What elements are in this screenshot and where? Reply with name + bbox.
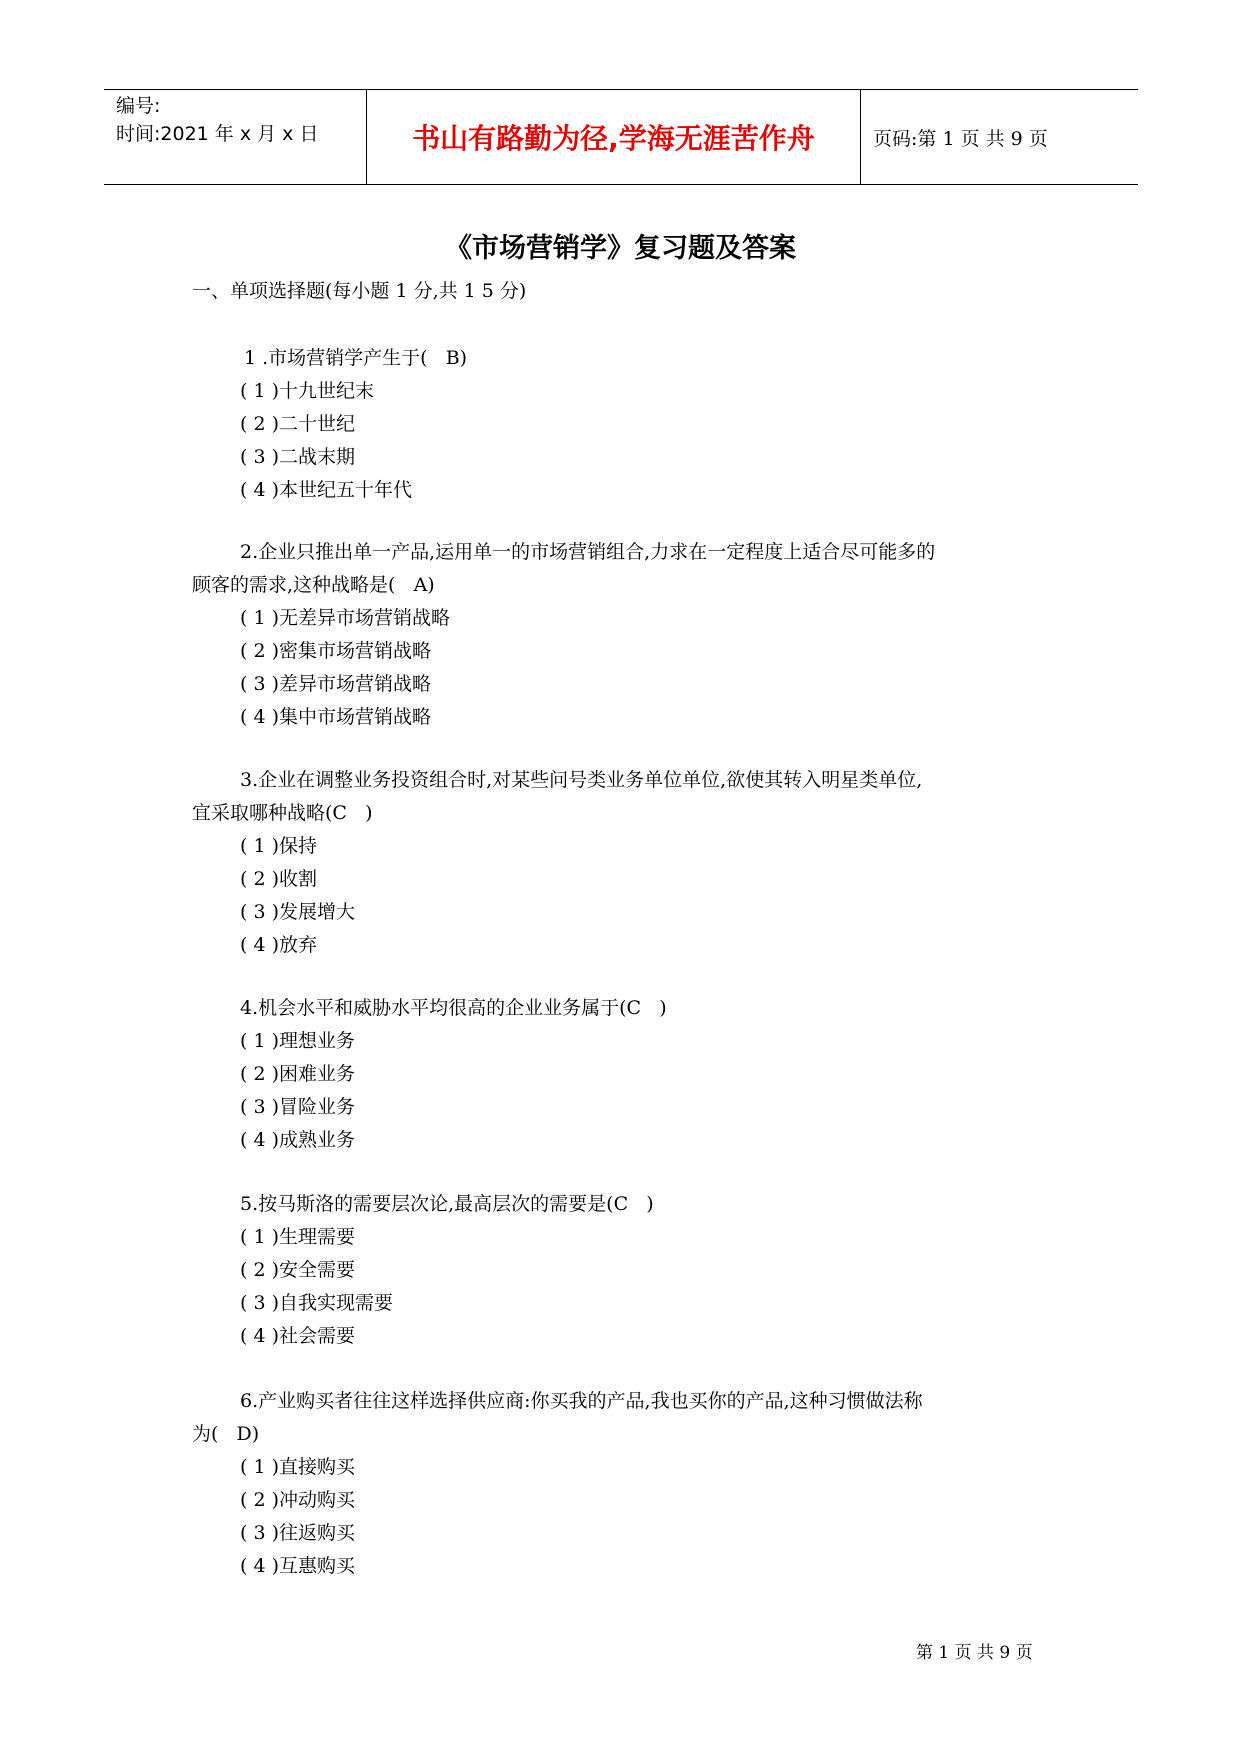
question-stem: 6.产业购买者往往这样选择供应商:你买我的产品,我也买你的产品,这种习惯做法称 xyxy=(240,1390,923,1412)
option: ( 3 )发展增大 xyxy=(240,901,355,923)
question-stem-continued: 顾客的需求,这种战略是( A) xyxy=(192,574,435,596)
option: ( 1 )直接购买 xyxy=(240,1456,355,1478)
option: ( 4 )集中市场营销战略 xyxy=(240,706,431,728)
option: ( 2 )收割 xyxy=(240,868,317,890)
section-heading: 一、单项选择题(每小题 1 分,共 1 5 分) xyxy=(192,280,527,302)
option: ( 3 )往返购买 xyxy=(240,1522,355,1544)
option: ( 4 )本世纪五十年代 xyxy=(240,479,412,501)
option: ( 2 )二十世纪 xyxy=(240,413,355,435)
page-footer: 第 1 页 共 9 页 xyxy=(916,1643,1033,1663)
question-stem: 2.企业只推出单一产品,运用单一的市场营销组合,力求在一定程度上适合尽可能多的 xyxy=(240,541,936,563)
question-4 xyxy=(192,992,667,1157)
option: ( 3 )自我实现需要 xyxy=(240,1292,393,1314)
option: ( 4 )互惠购买 xyxy=(240,1555,355,1577)
option: ( 4 )成熟业务 xyxy=(240,1129,355,1151)
document-title: 《市场营销学》复习题及答案 xyxy=(445,233,796,264)
option: ( 2 )困难业务 xyxy=(240,1063,355,1085)
question-stem-continued: 宜采取哪种战略(C ) xyxy=(192,802,373,824)
option: ( 2 )密集市场营销战略 xyxy=(240,640,431,662)
question-stem: 5.按马斯洛的需要层次论,最高层次的需要是(C ) xyxy=(240,1193,654,1215)
option: ( 3 )冒险业务 xyxy=(240,1096,355,1118)
option: ( 4 )放弃 xyxy=(240,934,317,956)
option: ( 1 )生理需要 xyxy=(240,1226,355,1248)
header-page-label: 页码:第 1 页 共 9 页 xyxy=(873,127,1048,150)
question-stem: 4.机会水平和威胁水平均很高的企业业务属于(C ) xyxy=(240,997,667,1019)
question-6 xyxy=(192,1385,923,1583)
option: ( 1 )无差异市场营销战略 xyxy=(240,607,450,629)
question-stem: 1 .市场营销学产生于( B) xyxy=(244,347,468,369)
option: ( 1 )保持 xyxy=(240,835,317,857)
question-2 xyxy=(192,536,935,734)
option: ( 2 )安全需要 xyxy=(240,1259,355,1281)
time-label: 时间:2021 年 x 月 x 日 xyxy=(116,123,319,145)
number-label: 编号: xyxy=(116,95,161,117)
question-5 xyxy=(192,1188,654,1353)
question-3 xyxy=(192,764,922,962)
page-header xyxy=(104,89,1138,185)
option: ( 1 )理想业务 xyxy=(240,1030,355,1052)
question-stem: 3.企业在调整业务投资组合时,对某些问号类业务单位单位,欲使其转入明星类单位, xyxy=(240,769,923,791)
option: ( 3 )差异市场营销战略 xyxy=(240,673,431,695)
header-motto: 书山有路勤为径,学海无涯苦作舟 xyxy=(412,122,815,155)
option: ( 2 )冲动购买 xyxy=(240,1489,355,1511)
option: ( 3 )二战末期 xyxy=(240,446,355,468)
option: ( 4 )社会需要 xyxy=(240,1325,355,1347)
question-1 xyxy=(192,342,467,507)
option: ( 1 )十九世纪末 xyxy=(240,380,374,402)
header-meta xyxy=(104,90,366,184)
question-stem-continued: 为( D) xyxy=(192,1423,260,1445)
